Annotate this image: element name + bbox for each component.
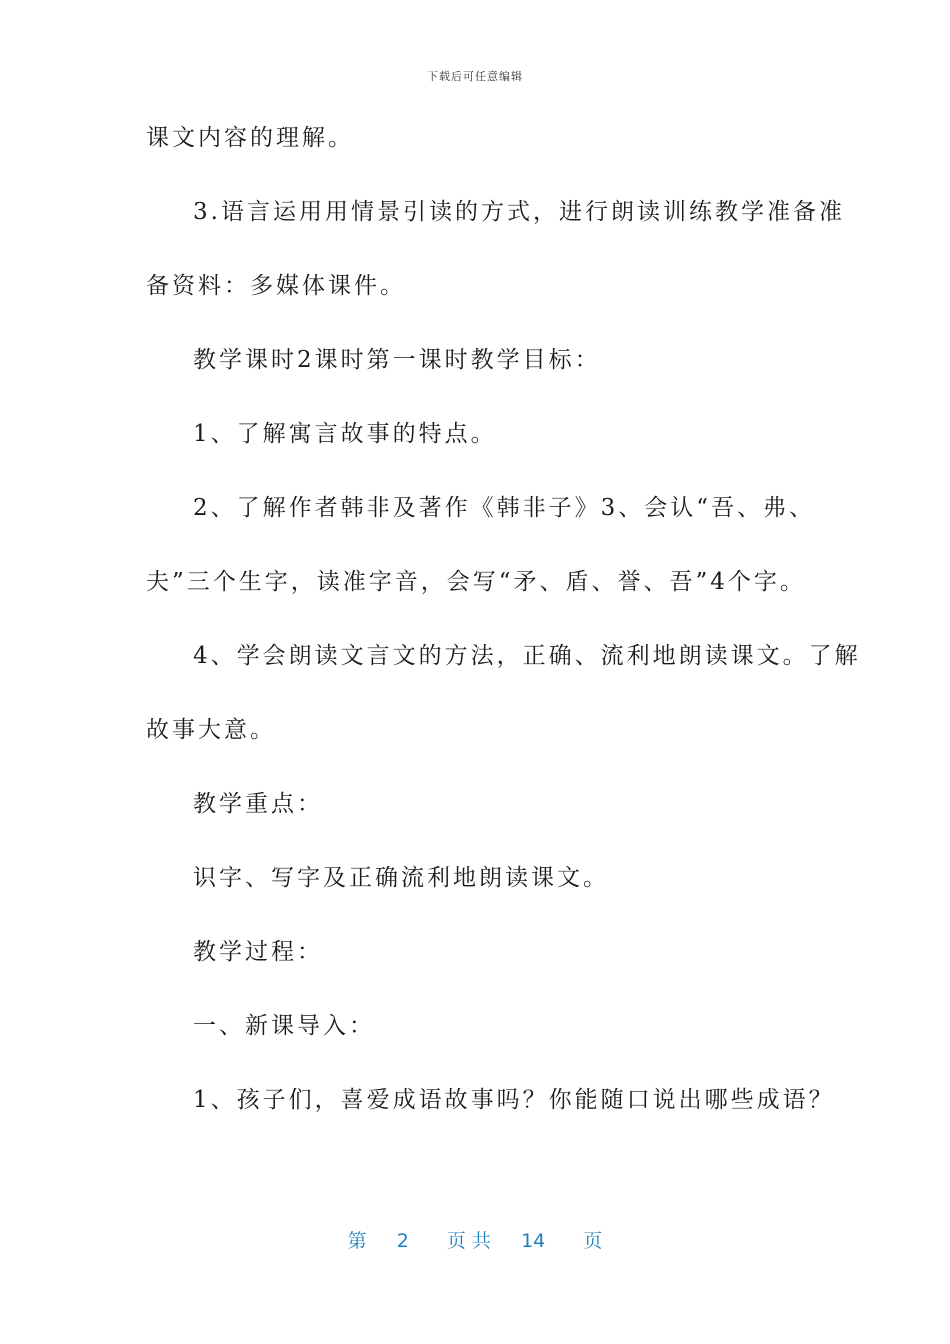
paragraph-line: 教学过程： [193, 939, 323, 965]
paragraph-line: 4、学会朗读文言文的方法，正确、流利地朗读课文。了解 [193, 643, 861, 669]
paragraph-line: 识字、写字及正确流利地朗读课文。 [193, 865, 609, 891]
paragraph-line: 故事大意。 [146, 717, 276, 743]
paragraph-line: 教学重点： [193, 791, 323, 817]
paragraph-line: 1、了解寓言故事的特点。 [193, 421, 497, 447]
footer-suffix: 页 [583, 1230, 603, 1252]
header-note: 下载后可任意编辑 [427, 70, 523, 83]
paragraph-line: 3.语言运用用情景引读的方式，进行朗读训练教学准备准 [193, 199, 845, 225]
paragraph-line: 夫”三个生字，读准字音，会写“矛、盾、誉、吾”4个字。 [146, 569, 806, 595]
footer-prefix: 第 [347, 1230, 367, 1252]
current-page-number: 2 [396, 1230, 409, 1252]
total-page-count: 14 [521, 1230, 546, 1252]
page-footer [0, 1226, 950, 1253]
paragraph-line: 教学课时2课时第一课时教学目标： [193, 347, 601, 373]
document-body [146, 120, 861, 1156]
paragraph-line: 一、新课导入： [193, 1013, 375, 1039]
paragraph-line: 备资料：多媒体课件。 [146, 273, 406, 299]
paragraph-line: 1、孩子们，喜爱成语故事吗？你能随口说出哪些成语？ [193, 1087, 835, 1113]
paragraph-line: 2、了解作者韩非及著作《韩非子》3、会认“吾、弗、 [193, 495, 816, 521]
footer-middle: 页 共 [446, 1230, 491, 1252]
paragraph-line: 课文内容的理解。 [146, 125, 354, 151]
